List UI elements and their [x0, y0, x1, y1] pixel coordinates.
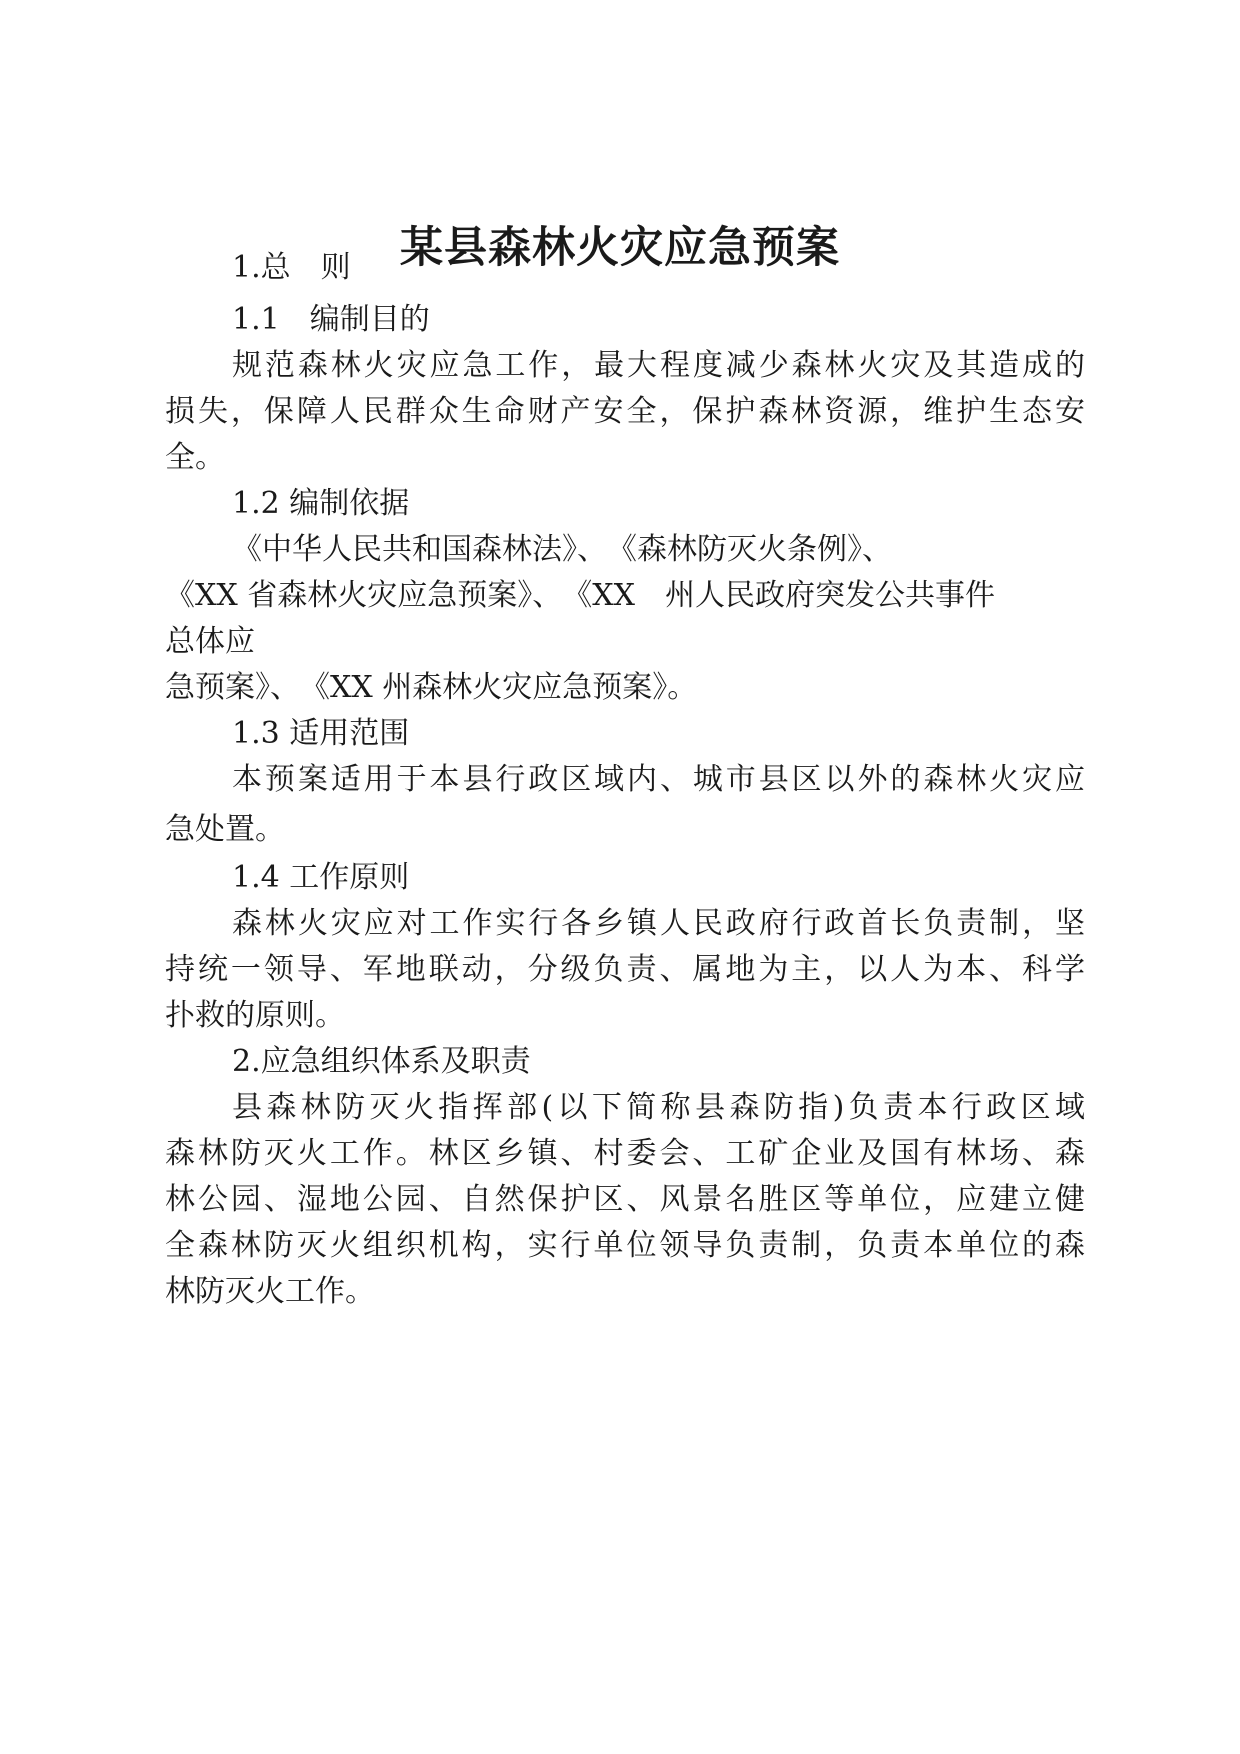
heading-purpose: 1.1 编制目的: [232, 302, 430, 337]
paragraph-line: 《XX 省森林火灾应急预案》、 《XX 州人民政府突发公共事件: [165, 578, 995, 613]
paragraph-line: 全。: [165, 440, 225, 475]
paragraph-line: 急预案》、 《XX 州森林火灾应急预案》。: [165, 670, 698, 705]
paragraph-line: 持统一领导、军地联动，分级负责、属地为主，以人为本、科学: [165, 952, 1085, 987]
paragraph-line: 本预案适用于本县行政区域内、城市县区以外的森林火灾应: [232, 762, 1085, 797]
heading-organization: 2.应急组织体系及职责: [232, 1044, 531, 1079]
heading-basis: 1.2 编制依据: [232, 486, 410, 521]
paragraph-line: 全森林防灭火组织机构，实行单位领导负责制，负责本单位的森: [165, 1228, 1085, 1263]
paragraph-line: 森林火灾应对工作实行各乡镇人民政府行政首长负责制，坚: [232, 906, 1085, 941]
heading-principles: 1.4 工作原则: [232, 860, 410, 895]
heading-general-principles: 1.总 则: [232, 250, 351, 285]
paragraph-line: 总体应: [165, 624, 255, 659]
document-title: 某县森林火灾应急预案: [400, 223, 840, 273]
heading-scope: 1.3 适用范围: [232, 716, 410, 751]
paragraph-line: 县森林防灭火指挥部(以下简称县森防指)负责本行政区域: [232, 1090, 1085, 1125]
paragraph-line: 林防灭火工作。: [165, 1274, 375, 1309]
paragraph-line: 扑救的原则。: [165, 998, 345, 1033]
paragraph-line: 林公园、湿地公园、自然保护区、风景名胜区等单位，应建立健: [165, 1182, 1085, 1217]
paragraph-line: 急处置。: [165, 812, 285, 847]
paragraph-line: 规范森林火灾应急工作，最大程度减少森林火灾及其造成的: [232, 348, 1085, 383]
paragraph-line: 森林防灭火工作。林区乡镇、村委会、工矿企业及国有林场、森: [165, 1136, 1085, 1171]
paragraph-line: 《中华人民共和国森林法》、 《森林防灭火条例》、: [232, 532, 892, 567]
paragraph-line: 损失，保障人民群众生命财产安全，保护森林资源，维护生态安: [165, 394, 1085, 429]
